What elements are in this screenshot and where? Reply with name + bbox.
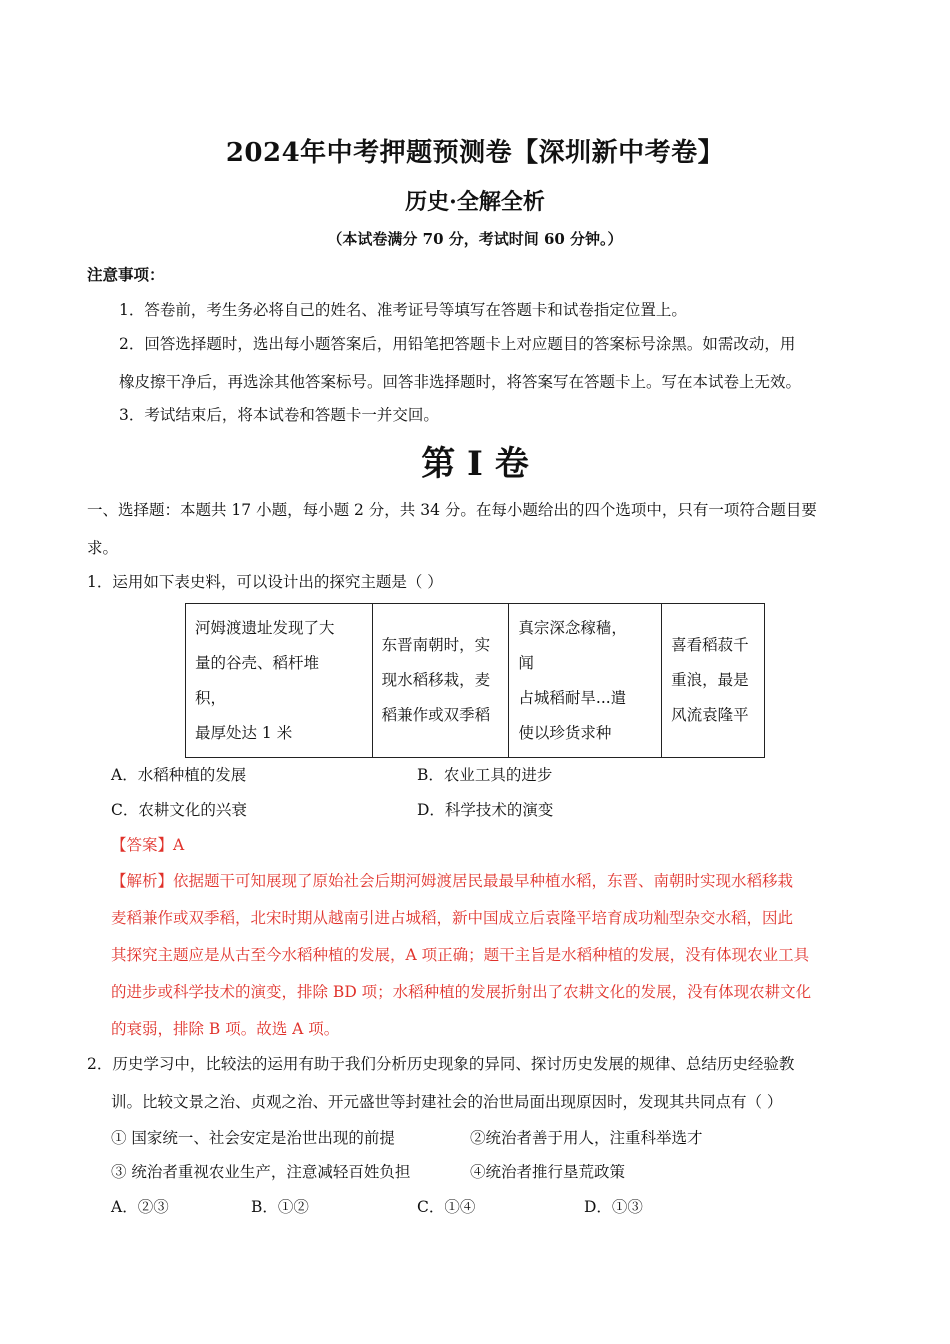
section-title: 第 I 卷 <box>421 444 529 484</box>
q2-option-a[interactable]: A．②③ <box>111 1198 169 1216</box>
source-table <box>185 603 765 758</box>
question-2-stem-cont: 训。比较文景之治、贞观之治、开元盛世等封建社会的治世局面出现原因时，发现其共同点有（ ） <box>111 1093 783 1111</box>
q1-option-d[interactable]: D．科学技术的演变 <box>417 801 554 819</box>
section-instructions-cont: 求。 <box>87 539 119 557</box>
notice-item-2-cont: 橡皮擦干净后，再选涂其他答案标号。回答非选择题时，将答案写在答题卡上。写在本试卷上无效。 <box>119 373 802 391</box>
table-cell: 河姆渡遗址发现了大 量的谷壳、稻杆堆 积， 最厚处达 1 米 <box>186 604 373 758</box>
q1-analysis-line: 的衰弱，排除 B 项。故选 A 项。 <box>111 1020 340 1038</box>
table-cell: 真宗深念稼穑， 闻 占城稻耐旱...遣 使以珍货求种 <box>509 604 662 758</box>
section-instructions: 一、选择题：本题共 17 小题，每小题 2 分，共 34 分。在每小题给出的四个选项中，只有一项符合题目要 <box>87 501 817 519</box>
q1-option-b[interactable]: B．农业工具的进步 <box>417 766 553 784</box>
q1-option-a[interactable]: A．水稻种植的发展 <box>111 766 247 784</box>
q2-option-d[interactable]: D．①③ <box>584 1198 643 1216</box>
q1-option-c[interactable]: C．农耕文化的兴衰 <box>111 801 247 819</box>
notice-heading: 注意事项： <box>87 265 165 284</box>
q1-analysis-line: 麦稻兼作或双季稻，北宋时期从越南引进占城稻，新中国成立后袁隆平培育成功籼型杂交水稻，因此 <box>111 909 794 927</box>
q1-analysis-line: 其探究主题应是从古至今水稻种植的发展，A 项正确；题干主旨是水稻种植的发展，没有体现农业工具 <box>111 946 810 964</box>
q1-analysis-line: 的进步或科学技术的演变，排除 BD 项；水稻种植的发展折射出了农耕文化的发展，没有体现农耕文化 <box>111 983 812 1001</box>
page-subtitle: 历史·全解全析 <box>405 189 545 215</box>
exam-note: （本试卷满分 70 分，考试时间 60 分钟。） <box>327 230 623 248</box>
q1-analysis-line: 【解析】依据题干可知展现了原始社会后期河姆渡居民最最早种植水稻，东晋、南朝时实现水稻移栽 <box>111 872 794 890</box>
q2-option-b[interactable]: B．①② <box>251 1198 309 1216</box>
notice-item-1: 1．答卷前，考生务必将自己的姓名、准考证号等填写在答题卡和试卷指定位置上。 <box>119 301 687 319</box>
table-cell: 东晋南朝时，实 现水稻移栽，麦 稻兼作或双季稻 <box>372 604 509 758</box>
q2-statement: ③ 统治者重视农业生产，注意减轻百姓负担 <box>111 1163 411 1181</box>
q2-statement: ① 国家统一、社会安定是治世出现的前提 <box>111 1129 395 1147</box>
q2-option-c[interactable]: C．①④ <box>417 1198 476 1216</box>
q2-statement: ②统治者善于用人，注重科举选才 <box>470 1129 703 1147</box>
q2-statement: ④统治者推行垦荒政策 <box>470 1163 626 1181</box>
table-row <box>186 604 765 758</box>
page-title: 2024年中考押题预测卷【深圳新中考卷】 <box>225 138 725 168</box>
question-1-stem: 1．运用如下表史料，可以设计出的探究主题是（ ） <box>87 573 443 591</box>
notice-item-3: 3．考试结束后，将本试卷和答题卡一并交回。 <box>119 406 439 424</box>
table-cell: 喜看稻菽千 重浪，最是 风流袁隆平 <box>662 604 765 758</box>
question-2-stem: 2．历史学习中，比较法的运用有助于我们分析历史现象的异同、探讨历史发展的规律、总结历史经验教 <box>87 1055 795 1073</box>
notice-item-2: 2．回答选择题时，选出每小题答案后，用铅笔把答题卡上对应题目的答案标号涂黑。如需改动，用 <box>119 335 796 353</box>
q1-answer: 【答案】A <box>111 836 185 854</box>
